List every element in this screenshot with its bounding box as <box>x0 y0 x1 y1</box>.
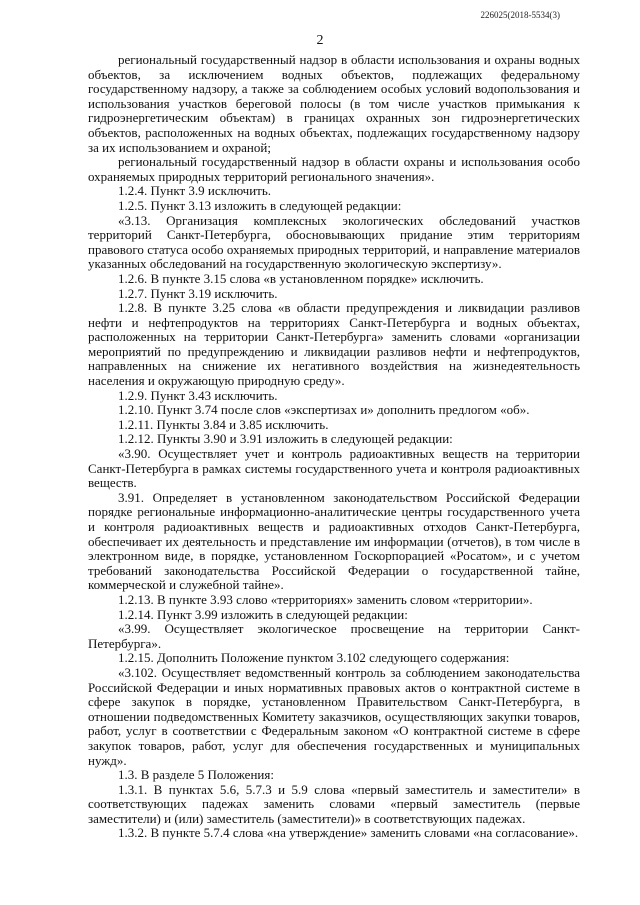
paragraph: «3.90. Осуществляет учет и контроль радиоактивных веществ на территории Санкт-Петербурга в рамках системы государственного учета и контроля радиоактивных веществ. <box>88 446 580 491</box>
paragraph: 1.2.14. Пункт 3.99 изложить в следующей редакции: <box>118 606 408 622</box>
paragraph: 1.2.13. В пункте 3.93 слово «территориях» заменить словом «территории». <box>118 591 533 607</box>
paragraph: 1.2.5. Пункт 3.13 изложить в следующей редакции: <box>118 197 402 213</box>
paragraph: 1.3. В разделе 5 Положения: <box>118 767 274 783</box>
paragraph: региональный государственный надзор в области охраны и использования особо охраняемых природных территорий регионального значения». <box>88 154 580 184</box>
paragraph: 1.3.2. В пункте 5.7.4 слова «на утверждение» заменить словами «на согласование». <box>118 825 579 841</box>
paragraph: 1.2.4. Пункт 3.9 исключить. <box>118 183 272 199</box>
document-code: 226025(2018-5534(3) <box>480 10 560 20</box>
paragraph: 1.2.15. Дополнить Положение пунктом 3.102 следующего содержания: <box>118 650 510 666</box>
paragraph: 1.2.7. Пункт 3.19 исключить. <box>118 285 278 301</box>
paragraph: 1.2.10. Пункт 3.74 после слов «экспертизах и» дополнить предлогом «об». <box>118 402 530 418</box>
document-body <box>88 53 580 841</box>
paragraph: 1.2.6. В пункте 3.15 слова «в установленном порядке» исключить. <box>118 270 484 286</box>
page-number: 2 <box>316 33 324 48</box>
paragraph: «3.102. Осуществляет ведомственный контроль за соблюдением законодательства Российской Федерации и иных нормативных правовых актов о контрактной системе в сфере закупок в порядке, установленном Правительством Санкт-Петербурга, в отношении подведомственных Комитету заказчиков, осуществляющих закупки товаров, работ, услуг в соответствии с Федеральным законом «О контрактной системе в сфере закупок товаров, работ, услуг для обеспечения государственных и муниципальных нужд». <box>88 664 580 768</box>
paragraph: 3.91. Определяет в установленном законодательством Российской Федерации порядке региональные информационно-аналитические центры государственного учета и контроля радиоактивных веществ и радиоактивных отходов Санкт-Петербурга, обеспечивает их деятельность и представление им информации (отчетов), в том числе в электронном виде, в порядке, установленном Госкорпорацией «Росатом», и с учетом требований законодательства Российской Федерации о государственной тайне, коммерческой и служебной тайне». <box>88 489 580 593</box>
paragraph: региональный государственный надзор в области использования и охраны водных объектов, за исключением водных объектов, подлежащих федеральному государственному надзору, а также за соблюдением особых условий водопользования и использования участков береговой полосы (в том числе участков примыкания к гидроэнергетическим объектам) в границах охранных зон гидроэнергетических объектов, расположенных на водных объектах, подлежащих государственному надзору за их использованием и охраной; <box>88 52 580 155</box>
paragraph: 1.2.9. Пункт 3.43 исключить. <box>118 387 278 403</box>
paragraph: 1.2.12. Пункты 3.90 и 3.91 изложить в следующей редакции: <box>118 431 453 447</box>
paragraph: 1.2.11. Пункты 3.84 и 3.85 исключить. <box>118 416 329 432</box>
paragraph: «3.13. Организация комплексных экологических обследований участков территорий Санкт-Петербурга, обосновывающих придание этим территориям правового статуса особо охраняемых природных территорий, и направление материалов указанных обследований на государственную экологическую экспертизу». <box>88 212 580 272</box>
paragraph: 1.3.1. В пунктах 5.6, 5.7.3 и 5.9 слова «первый заместитель и заместители» в соответствующих падежах заменить словами «первый заместитель (первые заместители) и (или) заместитель (заместители)» в соответствующих падежах. <box>88 781 580 826</box>
paragraph: 1.2.8. В пункте 3.25 слова «в области предупреждения и ликвидации разливов нефти и нефтепродуктов на территориях Санкт-Петербурга и водных объектах, расположенных на территории Санкт-Петербурга» заменить словами «организации мероприятий по предупреждению и ликвидации разливов нефти и нефтепродуктов, направленных на снижение их негативного воздействия на жизнедеятельность населения и окружающую природную среду». <box>88 300 580 389</box>
paragraph: «3.99. Осуществляет экологическое просвещение на территории Санкт-Петербурга». <box>88 621 580 651</box>
